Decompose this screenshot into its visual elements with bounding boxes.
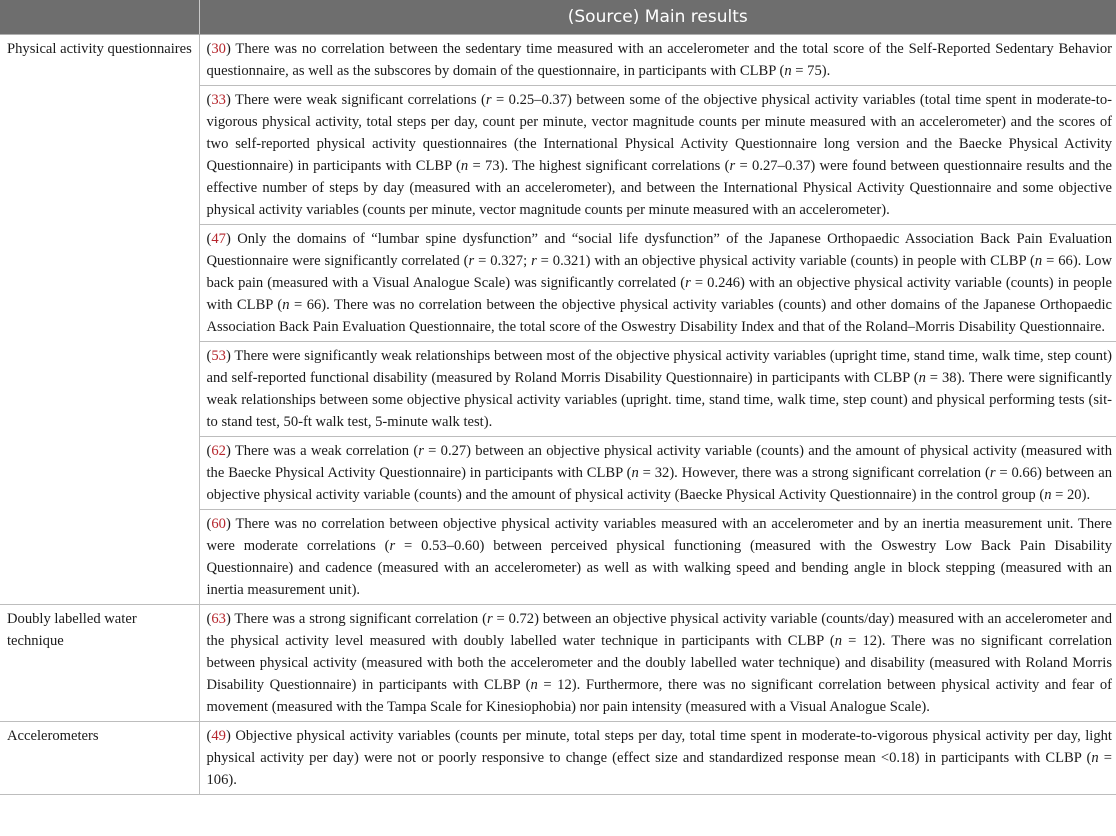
result-text: Objective physical activity variables (counts per minute, total steps per day, total time spent in moderate-to-vigorous physical activity per day, light physical activity per day) were not or poorly responsive to change (effect size and standardized response mean <0.18) in participants with CLBP (n = 106).	[206, 728, 1112, 788]
header-row	[0, 0, 1116, 35]
result-cell: (47) Only the domains of “lumbar spine dysfunction” and “social life dysfunction” of the Japanese Orthopaedic Association Back Pain Evaluation Questionnaire were significantly correlated (r = 0.327; r = 0.321) with an objective physical activity variable (counts) in people with CLBP (n = 66). Low back pain (measured with a Visual Analogue Scale) was significantly correlated (r = 0.246) with an objective physical activity variable (counts) in people with CLBP (n = 66). There was no correlation between the objective physical activity variables (counts) and other domains of the Japanese Orthopaedic Association Back Pain Evaluation Questionnaire, the total score of the Oswestry Disability Index and that of the Roland–Morris Disability Questionnaire.	[199, 225, 1116, 342]
category-cell: Doubly labelled water technique	[0, 605, 199, 722]
result-cell: (33) There were weak significant correlations (r = 0.25–0.37) between some of the objective physical activity variables (total time spent in moderate-to-vigorous physical activity, total steps per day, count per minute, vector magnitude counts per minute measured with an accelerometer) and the scores of two self-reported physical activity questionnaires (the International Physical Activity Questionnaire long version and the Baecke Physical Activity Questionnaire) in participants with CLBP (n = 73). The highest significant correlations (r = 0.27–0.37) were found between questionnaire results and the effective number of steps by day (measured with an accelerometer), and between the International Physical Activity Questionnaire and some objective physical activity variables (counts per minute, vector magnitude counts per minute measured with an accelerometer).	[199, 86, 1116, 225]
result-text: There were significantly weak relationships between most of the objective physical activity variables (upright time, stand time, walk time, step count) and self-reported functional disability (measured by Roland Morris Disability Questionnaire) in participants with CLBP (n = 38). There were significantly weak relationships between some objective physical activity variables (upright. time, stand time, walk time, step count) and physical performing tests (sit-to stand test, 50-ft walk test, 5-minute walk test).	[206, 348, 1112, 430]
result-text: There was a weak correlation (r = 0.27) between an objective physical activity variable (counts) and the amount of physical activity (measured with the Baecke Physical Activity Questionnaire) in participants with CLBP (n = 32). However, there was a strong significant correlation (r = 0.66) between an objective physical activity variable (counts) and the amount of physical activity (Baecke Physical Activity Questionnaire) in the control group (n = 20).	[206, 443, 1112, 503]
table-row	[0, 605, 1116, 722]
table-row	[0, 35, 1116, 86]
reference-link[interactable]: 30	[211, 41, 226, 57]
result-cell: (63) There was a strong significant correlation (r = 0.72) between an objective physical activity variable (counts/day) measured with an accelerometer and the physical activity level measured with doubly labelled water technique in participants with CLBP (n = 12). There was no significant correlation between physical activity (measured with both the accelerometer and the doubly labelled water technique) and disability (measured with Roland Morris Disability Questionnaire) in participants with CLBP (n = 12). Furthermore, there was no significant correlation between physical activity and fear of movement (measured with the Tampa Scale for Kinesiophobia) nor pain intensity (measured with a Visual Analogue Scale).	[199, 605, 1116, 722]
result-text: There were weak significant correlations (r = 0.25–0.37) between some of the objective physical activity variables (total time spent in moderate-to-vigorous physical activity, total steps per day, count per minute, vector magnitude counts per minute measured with an accelerometer) and the scores of two self-reported physical activity questionnaires (the International Physical Activity Questionnaire long version and the Baecke Physical Activity Questionnaire) in participants with CLBP (n = 73). The highest significant correlations (r = 0.27–0.37) were found between questionnaire results and the effective number of steps by day (measured with an accelerometer), and between the International Physical Activity Questionnaire and some objective physical activity variables (counts per minute, vector magnitude counts per minute measured with an accelerometer).	[206, 92, 1113, 218]
result-cell: (62) There was a weak correlation (r = 0.27) between an objective physical activity variable (counts) and the amount of physical activity (measured with the Baecke Physical Activity Questionnaire) in participants with CLBP (n = 32). However, there was a strong significant correlation (r = 0.66) between an objective physical activity variable (counts) and the amount of physical activity (Baecke Physical Activity Questionnaire) in the control group (n = 20).	[199, 437, 1116, 510]
result-text: Only the domains of “lumbar spine dysfunction” and “social life dysfunction” of the Japanese Orthopaedic Association Back Pain Evaluation Questionnaire were significantly correlated (r = 0.327; r = 0.321) with an objective physical activity variable (counts) in people with CLBP (n = 66). Low back pain (measured with a Visual Analogue Scale) was significantly correlated (r = 0.246) with an objective physical activity variable (counts) in people with CLBP (n = 66). There was no correlation between the objective physical activity variables (counts) and other domains of the Japanese Orthopaedic Association Back Pain Evaluation Questionnaire, the total score of the Oswestry Disability Index and that of the Roland–Morris Disability Questionnaire.	[206, 231, 1112, 335]
reference-link[interactable]: 60	[211, 516, 226, 532]
result-text: There was no correlation between the sedentary time measured with an accelerometer and the total score of the Self-Reported Sedentary Behavior questionnaire, as well as the subscores by domain of the questionnaire, in participants with CLBP (n = 75).	[206, 41, 1112, 79]
reference-link[interactable]: 63	[211, 611, 226, 627]
result-cell: (30) There was no correlation between the sedentary time measured with an accelerometer and the total score of the Self-Reported Sedentary Behavior questionnaire, as well as the subscores by domain of the questionnaire, in participants with CLBP (n = 75).	[199, 35, 1116, 86]
result-cell: (60) There was no correlation between objective physical activity variables measured with an accelerometer and by an inertia measurement unit. There were moderate correlations (r = 0.53–0.60) between perceived physical functioning (measured with the Oswestry Low Back Pain Disability Questionnaire) and cadence (measured with an accelerometer) as well as with walking speed and bending angle in block stepping (measured with an inertia measurement unit).	[199, 510, 1116, 605]
result-text: There was a strong significant correlation (r = 0.72) between an objective physical activity variable (counts/day) measured with an accelerometer and the physical activity level measured with doubly labelled water technique in participants with CLBP (n = 12). There was no significant correlation between physical activity (measured with both the accelerometer and the doubly labelled water technique) and disability (measured with Roland Morris Disability Questionnaire) in participants with CLBP (n = 12). Furthermore, there was no significant correlation between physical activity and fear of movement (measured with the Tampa Scale for Kinesiophobia) nor pain intensity (measured with a Visual Analogue Scale).	[206, 611, 1113, 715]
reference-link[interactable]: 62	[211, 443, 226, 459]
result-cell: (49) Objective physical activity variables (counts per minute, total steps per day, total time spent in moderate-to-vigorous physical activity per day, light physical activity per day) were not or poorly responsive to change (effect size and standardized response mean <0.18) in participants with CLBP (n = 106).	[199, 722, 1116, 795]
reference-link[interactable]: 49	[211, 728, 226, 744]
reference-link[interactable]: 33	[211, 92, 226, 108]
header-category	[0, 0, 199, 35]
category-cell: Accelerometers	[0, 722, 199, 795]
reference-link[interactable]: 47	[211, 231, 226, 247]
result-cell: (53) There were significantly weak relationships between most of the objective physical activity variables (upright time, stand time, walk time, step count) and self-reported functional disability (measured by Roland Morris Disability Questionnaire) in participants with CLBP (n = 38). There were significantly weak relationships between some objective physical activity variables (upright. time, stand time, walk time, step count) and physical performing tests (sit-to stand test, 50-ft walk test, 5-minute walk test).	[199, 342, 1116, 437]
category-cell: Physical activity questionnaires	[0, 35, 199, 605]
table-row	[0, 722, 1116, 795]
header-main-results: (Source) Main results	[199, 0, 1116, 35]
reference-link[interactable]: 53	[211, 348, 226, 364]
result-text: There was no correlation between objective physical activity variables measured with an accelerometer and by an inertia measurement unit. There were moderate correlations (r = 0.53–0.60) between perceived physical functioning (measured with the Oswestry Low Back Pain Disability Questionnaire) and cadence (measured with an accelerometer) as well as with walking speed and bending angle in block stepping (measured with an inertia measurement unit).	[206, 516, 1112, 598]
